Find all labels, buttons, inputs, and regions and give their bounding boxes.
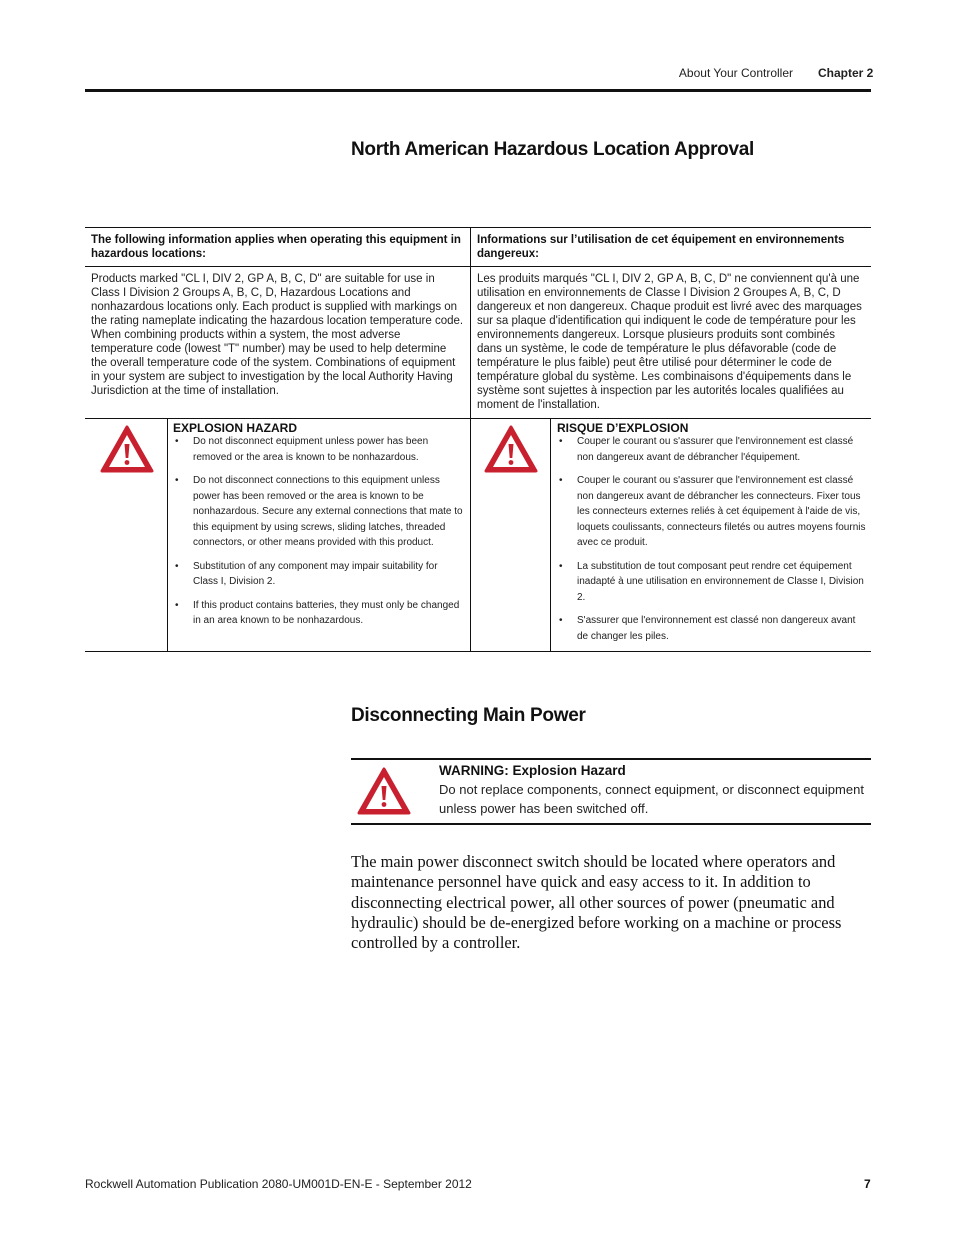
list-item: • If this product contains batteries, they must only be changed in an area known to be nonhazardous. — [173, 598, 465, 629]
warning-triangle-icon — [357, 766, 411, 816]
explosion-hazard-title: EXPLOSION HAZARD — [173, 421, 298, 435]
footer-publication: Rockwell Automation Publication 2080-UM001D-EN-E - September 2012 — [85, 1177, 472, 1191]
page-number: 7 — [864, 1177, 871, 1191]
table-divider-center — [470, 228, 471, 651]
risque-explosion-list — [557, 434, 867, 652]
warning-triangle-icon — [484, 424, 538, 474]
table-body-french: Les produits marqués "CL I, DIV 2, GP A, B, C, D" ne conviennent qu'à une utilisation en environnements de Classe I Division 2 Groupes A, B, C, D dangereux et non dangereux. Chaque produit est livré avec des marquages sur sa plaque d'identification qui indiquent le code de température pour les environnements dangereux. Lorsque plusieurs produits sont combinés dans un système, le code de température le plus défavorable (code de température le plus faible) peut être utilisé pour déterminer le code de température global du système. Les combinaisons d'équipements dans le système sont sujettes à inspection par les autorités locales qualifiées au moment de l'installation. — [477, 273, 862, 411]
table-divider-icon-fr — [550, 418, 551, 651]
header-rule — [85, 89, 871, 92]
table-body-english: Products marked "CL I, DIV 2, GP A, B, C, D" are suitable for use in Class I Division 2 Groups A, B, C, D, Hazardous Locations and nonhazardous locations only. Each product is supplied with markings on the rating nameplate indicating the hazardous location temperature code. When combining products within a system, the most adverse temperature code (lowest "T" number) may be used to help determine the overall temperature code of the system. Combinations of equipment in your system are subject to investigation by the local Authority Having Jurisdiction at the time of installation. — [91, 273, 464, 397]
hazardous-location-table — [85, 227, 871, 652]
explosion-hazard-list — [173, 434, 465, 637]
table-header-english: The following information applies when operating this equipment in hazardous locations: — [91, 234, 461, 260]
list-item: • Substitution of any component may impair suitability for Class I, Division 2. — [173, 559, 465, 590]
warning-body: Do not replace components, connect equipment, or disconnect equipment unless power has been switched off. — [439, 782, 864, 816]
table-divider-icon-en — [167, 418, 168, 651]
list-item: • Do not disconnect connections to this equipment unless power has been removed or the area is known to be nonhazardous. Secure any external connections that mate to this equipment by using screws, sliding latches, threaded connectors, or other means provided with this product. — [173, 473, 465, 551]
warning-triangle-icon — [100, 424, 154, 474]
running-header-chapter: Chapter 2 — [818, 66, 874, 80]
list-item: • Couper le courant ou s'assurer que l'environnement est classé non dangereux avant de débrancher l'équipement. — [557, 434, 867, 465]
list-item: • Couper le courant ou s'assurer que l'environnement est classé non dangereux avant de débrancher les connecteurs. Fixer tous les connecteurs externes reliés à cet équipement à l'aide de vis, loquets coulissants, connecteurs filetés ou autres moyens fournis avec ce produit. — [557, 473, 867, 551]
warning-box-top-rule — [351, 758, 871, 760]
running-header-section: About Your Controller — [678, 66, 793, 80]
section-title-hazardous-approval: North American Hazardous Location Approval — [351, 139, 754, 160]
section-title-disconnecting-power: Disconnecting Main Power — [351, 705, 586, 726]
list-item: • Do not disconnect equipment unless power has been removed or the area is known to be nonhazardous. — [173, 434, 465, 465]
table-divider-head — [85, 266, 871, 267]
body-paragraph: The main power disconnect switch should be located where operators and maintenance personnel have quick and easy access to it. In addition to disconnecting electrical power, all other sources of power (pneumatic and hydraulic) should be de-energized before working on a machine or process controlled by a controller. — [351, 852, 842, 953]
risque-explosion-title: RISQUE D’EXPLOSION — [557, 421, 689, 435]
warning-box-bottom-rule — [351, 823, 871, 825]
list-item: • S'assurer que l'environnement est classé non dangereux avant de changer les piles. — [557, 613, 867, 644]
list-item: • La substitution de tout composant peut rendre cet équipement inadapté à une utilisation en environnement de Classe I, Division 2. — [557, 559, 867, 606]
warning-title: WARNING: Explosion Hazard — [439, 763, 626, 778]
table-header-french: Informations sur l’utilisation de cet équipement en environnements dangereux: — [477, 234, 845, 260]
table-divider-body — [85, 418, 871, 419]
